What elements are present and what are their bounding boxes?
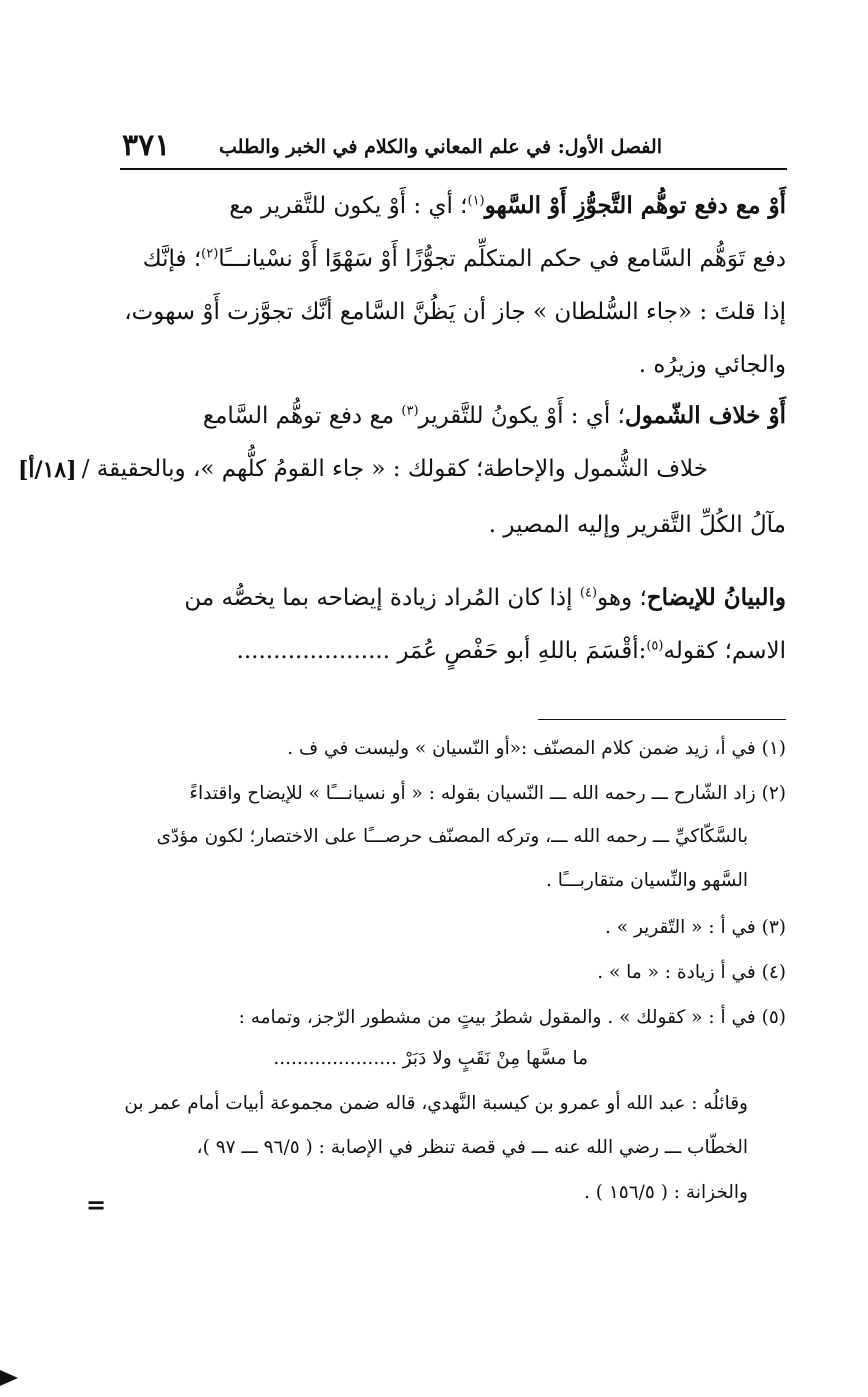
sharh-text: خلاف الشُّمول والإحاطة؛ كقولك : « جاء القومُ كلُّهم »، وبالحقيقة / [81, 456, 708, 482]
corner-marker-icon [0, 1370, 18, 1386]
matn-text: والبيانُ للإيضاح [646, 584, 786, 611]
page-header [120, 128, 787, 170]
footnote-marker: (٢) [201, 246, 219, 262]
page-number: ٣٧١ [122, 128, 171, 163]
footnote-4: (٤) في أ زيادة : « ما » . [597, 962, 786, 983]
footnote-2-continuation: السَّهو والنِّسيان متقاربـــًا . [546, 870, 748, 891]
footnote-separator [538, 719, 786, 720]
matn-text: أَوْ خلاف الشّمول [624, 402, 786, 429]
body-line [229, 192, 786, 221]
footnote-2: (٢) زاد الشّارح ـــ رحمه الله ـــ النّسيان بقوله : « أو نسيانـــًا » للإيضاح واقتداءً [189, 783, 786, 804]
footnote-3: (٣) في أ : « التّقرير » . [605, 917, 786, 938]
footnote-5-continuation: وقائلُه : عبد الله أو عمرو بن كيسبة النَّهدي، قاله ضمن مجموعة أبيات أمام عمر بن [124, 1093, 748, 1114]
footnote-2-continuation: بالسَّكّاكيِّ ـــ رحمه الله ـــ، وتركه المصنّف حرصـــًا على الاختصار؛ لكون مؤدّى [156, 826, 748, 847]
footnote-5-continuation: والخزانة : ( ١٥٦/٥ ) . [583, 1182, 748, 1203]
sharh-text: ؛ وهو [597, 585, 647, 611]
verse-text: :أقْسَمَ باللهِ أبو حَفْصٍ عُمَر ..................... [236, 638, 647, 664]
footnote-marker: (٤) [579, 585, 598, 601]
sharh-text: ؛ فإنَّك [142, 246, 202, 272]
body-line [82, 456, 708, 484]
footnote-marker: (١) [467, 193, 485, 209]
body-line [184, 584, 786, 613]
body-line [143, 246, 786, 274]
footnote-5-verse: ما مسَّها مِنْ نَقَبٍ ولا دَبَرْ ..................... [273, 1048, 588, 1069]
body-line [203, 402, 786, 431]
matn-text: أَوْ مع دفع توهُّم التَّجوُّزِ أَوْ السَّهو [484, 192, 786, 219]
running-title: الفصل الأول: في علم المعاني والكلام في الخبر والطلب [219, 136, 662, 158]
footnote-5-continuation: الخطّاب ـــ رضي الله عنه ـــ في قصة تنظر في الإصابة : ( ٩٦/٥ ـــ ٩٧ )، [196, 1137, 748, 1158]
sharh-text: مآلُ الكُلِّ التَّقرير وإليه المصير . [488, 512, 786, 538]
body-line [124, 299, 786, 327]
sharh-text: ؛ أي : أَوْ يكونُ للتَّقرير [418, 403, 625, 429]
sharh-text: ؛ أي : أَوْ يكون للتَّقرير مع [229, 193, 468, 219]
sharh-text: دفع تَوَهُّم السَّامع في حكم المتكلِّم تجوُّزًا أَوْ سَهْوًا أَوْ نسْيانـــًا [218, 246, 786, 272]
sharh-text: والجائي وزيرُه . [638, 352, 786, 378]
sharh-text: إذا كان المُراد زيادة إيضاحه بما يخصُّه من [184, 585, 580, 611]
body-line [237, 638, 786, 666]
continuation-mark: = [86, 1190, 107, 1219]
footnote-1: (١) في أ، زيد ضمن كلام المصنّف :«أو النّسيان » وليست في ف . [287, 738, 786, 759]
sharh-text: إذا قلتَ : «جاء السُّلطان » جاز أن يَظُنَّ السَّامع أنَّك تجوَّزت أَوْ سهوت، [124, 299, 786, 325]
sharh-text: مع دفع توهُّم السَّامع [202, 403, 402, 429]
body-line [639, 352, 786, 380]
sharh-text: الاسم؛ كقوله [663, 638, 786, 664]
footnote-5: (٥) في أ : « كقولك » . والمقول شطرُ بيتٍ من مشطور الرّجز، وتمامه : [238, 1007, 786, 1028]
manuscript-folio-reference: [١٨/أ] [18, 457, 77, 483]
footnote-marker: (٣) [401, 403, 419, 419]
footnote-marker: (٥) [646, 638, 664, 654]
body-line [489, 512, 786, 540]
